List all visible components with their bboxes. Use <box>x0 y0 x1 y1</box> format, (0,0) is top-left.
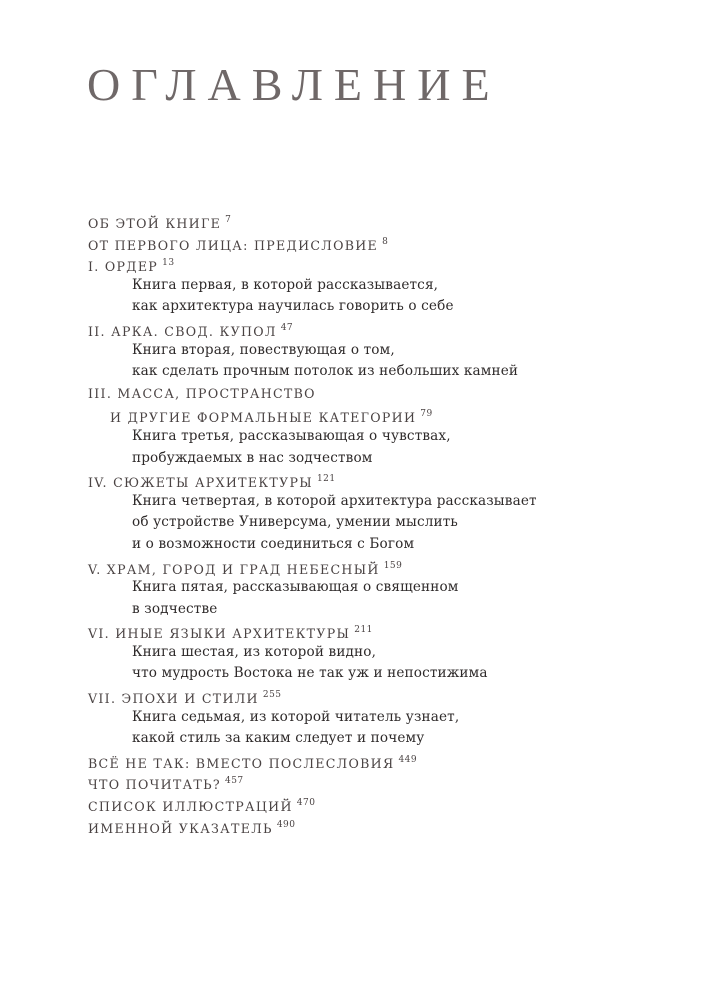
toc-entry-title-text: СПИСОК ИЛЛЮСТРАЦИЙ <box>88 799 293 815</box>
table-of-contents <box>88 210 688 836</box>
page-title: ОГЛАВЛЕНИЕ <box>87 59 501 110</box>
toc-entry-title <box>88 685 688 707</box>
toc-page-number: 13 <box>162 258 175 269</box>
toc-entry-title-text: V. ХРАМ, ГОРОД И ГРАД НЕБЕСНЫЙ <box>88 561 380 577</box>
toc-entry-title <box>88 771 688 793</box>
toc-entry-title <box>88 210 688 232</box>
toc-entry-title-text: ВСЁ НЕ ТАК: ВМЕСТО ПОСЛЕСЛОВИЯ <box>88 755 395 771</box>
toc-entry <box>88 383 688 469</box>
toc-entry-title <box>88 318 688 340</box>
toc-entry-description: Книга первая, в которой рассказывается, <box>132 276 439 293</box>
toc-entry-description: как сделать прочным потолок из небольших камней <box>132 363 519 380</box>
toc-entry-title <box>88 469 688 491</box>
toc-entry-title-text: III. МАССА, ПРОСТРАНСТВО <box>88 385 316 401</box>
toc-entry-title-text: ЧТО ПОЧИТАТЬ? <box>88 777 221 793</box>
toc-entry-description: Книга пятая, рассказывающая о священном <box>132 579 459 596</box>
toc-entry-description: Книга четвертая, в которой архитектура рассказывает <box>132 492 537 509</box>
toc-page-number: 211 <box>354 625 373 636</box>
toc-entry-title <box>88 815 688 837</box>
toc-entry-title <box>88 556 688 578</box>
toc-entry-title-text: VI. ИНЫЕ ЯЗЫКИ АРХИТЕКТУРЫ <box>88 626 351 642</box>
toc-entry-title-text: II. АРКА. СВОД. КУПОЛ <box>88 323 277 339</box>
toc-entry-description: и о возможности соединиться с Богом <box>132 535 415 552</box>
toc-entry-description: об устройстве Универсума, умении мыслить <box>132 514 458 531</box>
toc-entry-title <box>88 404 688 426</box>
toc-entry <box>88 210 688 232</box>
toc-entry <box>88 815 688 837</box>
toc-entry-description: Книга шестая, из которой видно, <box>132 643 377 660</box>
toc-page-number: 255 <box>262 690 282 701</box>
toc-entry-description: какой стиль за каким следует и почему <box>132 730 425 747</box>
toc-entry-title-text: И ДРУГИЕ ФОРМАЛЬНЫЕ КАТЕГОРИИ <box>110 410 417 426</box>
toc-entry-title <box>88 620 688 642</box>
toc-entry-title <box>88 253 688 275</box>
toc-entry <box>88 232 688 254</box>
toc-entry-title <box>88 383 688 405</box>
toc-page-number: 7 <box>225 215 232 225</box>
toc-page-number: 8 <box>382 236 389 247</box>
toc-entry-title <box>88 750 688 772</box>
toc-entry <box>88 253 688 318</box>
toc-entry-description: Книга седьмая, из которой читатель узнает, <box>132 708 460 725</box>
toc-entry <box>88 469 688 555</box>
toc-entry <box>88 318 688 383</box>
toc-page-number: 159 <box>383 560 403 571</box>
toc-entry-title-text: IV. СЮЖЕТЫ АРХИТЕКТУРЫ <box>88 475 313 491</box>
toc-entry-description: Книга вторая, повествующая о том, <box>132 341 395 358</box>
toc-entry-description: в зодчестве <box>132 600 218 617</box>
toc-entry-title-text: I. ОРДЕР <box>88 259 159 275</box>
toc-entry-description: что мудрость Востока не так уж и непостижима <box>132 665 488 682</box>
toc-page-number: 490 <box>276 819 296 830</box>
toc-page-number: 121 <box>316 474 336 485</box>
toc-entry <box>88 620 688 685</box>
toc-entry-title-text: ОТ ПЕРВОГО ЛИЦА: ПРЕДИСЛОВИЕ <box>88 237 379 253</box>
toc-entry <box>88 556 688 621</box>
toc-page-number: 470 <box>296 798 316 809</box>
toc-entry <box>88 750 688 772</box>
toc-page-number: 457 <box>224 776 244 787</box>
toc-entry-description: как архитектура научилась говорить о себе <box>132 298 454 315</box>
toc-entry-title-text: ИМЕННОЙ УКАЗАТЕЛЬ <box>88 820 273 836</box>
toc-entry-title-text: VII. ЭПОХИ И СТИЛИ <box>88 691 259 707</box>
toc-entry-description: Книга третья, рассказывающая о чувствах, <box>132 427 451 444</box>
toc-entry-title <box>88 793 688 815</box>
toc-entry-description: пробуждаемых в нас зодчеством <box>132 449 373 466</box>
toc-entry-title <box>88 232 688 254</box>
toc-entry <box>88 771 688 793</box>
toc-entry <box>88 685 688 750</box>
toc-page-number: 79 <box>420 409 433 420</box>
toc-page-number: 47 <box>280 322 294 333</box>
toc-entry <box>88 793 688 815</box>
toc-entry-title-text: ОБ ЭТОЙ КНИГЕ <box>88 216 222 231</box>
toc-page-number: 449 <box>398 754 418 765</box>
